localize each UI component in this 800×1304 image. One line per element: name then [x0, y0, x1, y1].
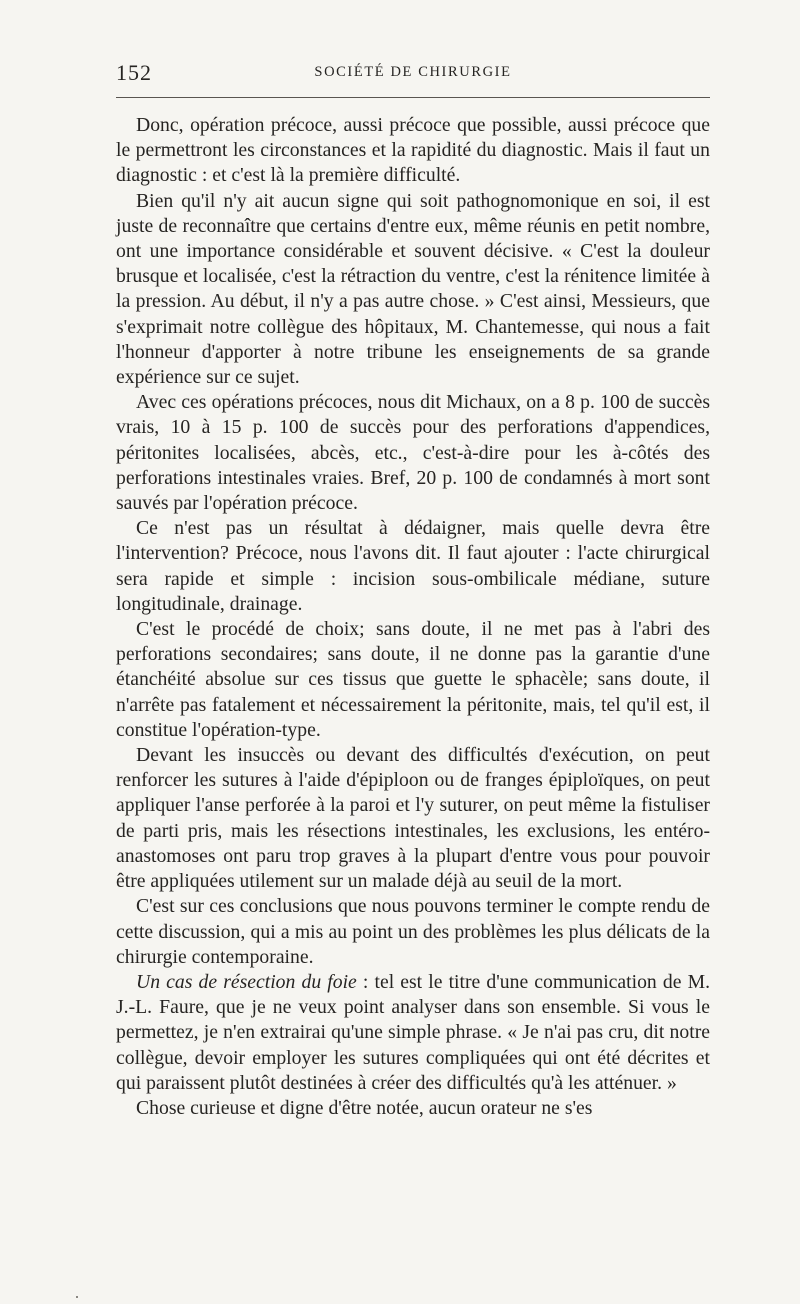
- paragraph-4-text: Ce n'est pas un résultat à dédaigner, mais quelle devra être l'intervention? Précoce, nous l'avons dit. Il faut ajouter : l'acte chirurgical sera rapide et simple : incision sous-ombilicale médiane, suture longitudinale, drainage.: [116, 517, 710, 615]
- paragraph-2-text: Bien qu'il n'y ait aucun signe qui soit pathognomonique en soi, il est juste de reconnaître que certains d'entre eux, même réunis en petit nombre, ont une importance considérable et souvent décisive. « C'est la douleur brusque et localisée, c'est la rétraction du ventre, c'est la rénitence limitée à la pression. Au début, il n'y a pas autre chose. » C'est ainsi, Messieurs, que s'exprimait notre collègue des hôpitaux, M. Chantemesse, qui nous a fait l'honneur d'apporter à notre tribune les enseignements de sa grande expérience sur ce sujet.: [116, 189, 710, 389]
- paragraph-7: [116, 894, 710, 970]
- paragraph-9: [116, 1096, 710, 1121]
- paragraph-5: [116, 617, 710, 743]
- paragraph-8-text: : tel est le titre d'une communication de M. J.-L. Faure, que je ne veux point analyser dans son ensemble. Si vous le permettez, je n'en extrairai qu'une simple phrase. « Je n'ai pas cru, dit notre collègue, devoir employer les sutures compliquées qui ont été décrites et qui paraissent plutôt destinées à créer des difficultés qu'à les atténuer. »: [116, 970, 711, 1094]
- page-header: [116, 60, 710, 88]
- paragraph-9-text: Chose curieuse et digne d'être notée, aucun orateur ne s'es: [136, 1096, 593, 1119]
- paragraph-4: [116, 516, 710, 617]
- body-text: [116, 113, 710, 1121]
- print-speck: [76, 1296, 78, 1298]
- paragraph-1-text: Donc, opération précoce, aussi précoce que possible, aussi précoce que le permettront les circonstances et la rapidité du diagnostic. Mais il faut un diagnostic : et c'est là la première difficulté.: [116, 114, 710, 187]
- running-title: SOCIÉTÉ DE CHIRURGIE: [314, 64, 512, 80]
- paragraph-7-text: C'est sur ces conclusions que nous pouvons terminer le compte rendu de cette discussion, qui a mis au point un des problèmes les plus délicats de la chirurgie contemporaine.: [116, 895, 710, 968]
- page-number: 152: [116, 60, 152, 85]
- paragraph-8: [116, 970, 710, 1096]
- paragraph-6-text: Devant les insuccès ou devant des difficultés d'exécution, on peut renforcer les sutures à l'aide d'épiploon ou de franges épiploïques, on peut appliquer l'anse perforée à la paroi et l'y suturer, on peut même la fistuliser de parti pris, mais les résections intestinales, les exclusions, les entéro-anastomoses ont paru trop graves à la plupart d'entre vous pour pouvoir être appliquées utilement sur un malade déjà au seuil de la mort.: [116, 744, 710, 893]
- paragraph-8-italic-title: Un cas de résection du foie: [136, 970, 357, 993]
- paragraph-2: [116, 189, 710, 391]
- header-divider: [116, 97, 710, 98]
- paragraph-5-text: C'est le procédé de choix; sans doute, il ne met pas à l'abri des perforations secondaires; sans doute, il ne donne pas la garantie d'une étanchéité absolue sur ces tissus que guette le sphacèle; sans doute, il n'arrête pas fatalement et nécessairement la péritonite, mais, tel qu'il est, il constitue l'opération-type.: [116, 618, 710, 741]
- paragraph-3: [116, 390, 710, 516]
- paragraph-3-text: Avec ces opérations précoces, nous dit Michaux, on a 8 p. 100 de succès vrais, 10 à 15 p. 100 de succès pour des perforations d'appendices, péritonites localisées, abcès, etc., c'est-à-dire pour les à-côtés des perforations intestinales vraies. Bref, 20 p. 100 de condamnés à mort sont sauvés par l'opération précoce.: [116, 391, 710, 515]
- paragraph-6: [116, 743, 710, 894]
- paragraph-1: [116, 113, 710, 189]
